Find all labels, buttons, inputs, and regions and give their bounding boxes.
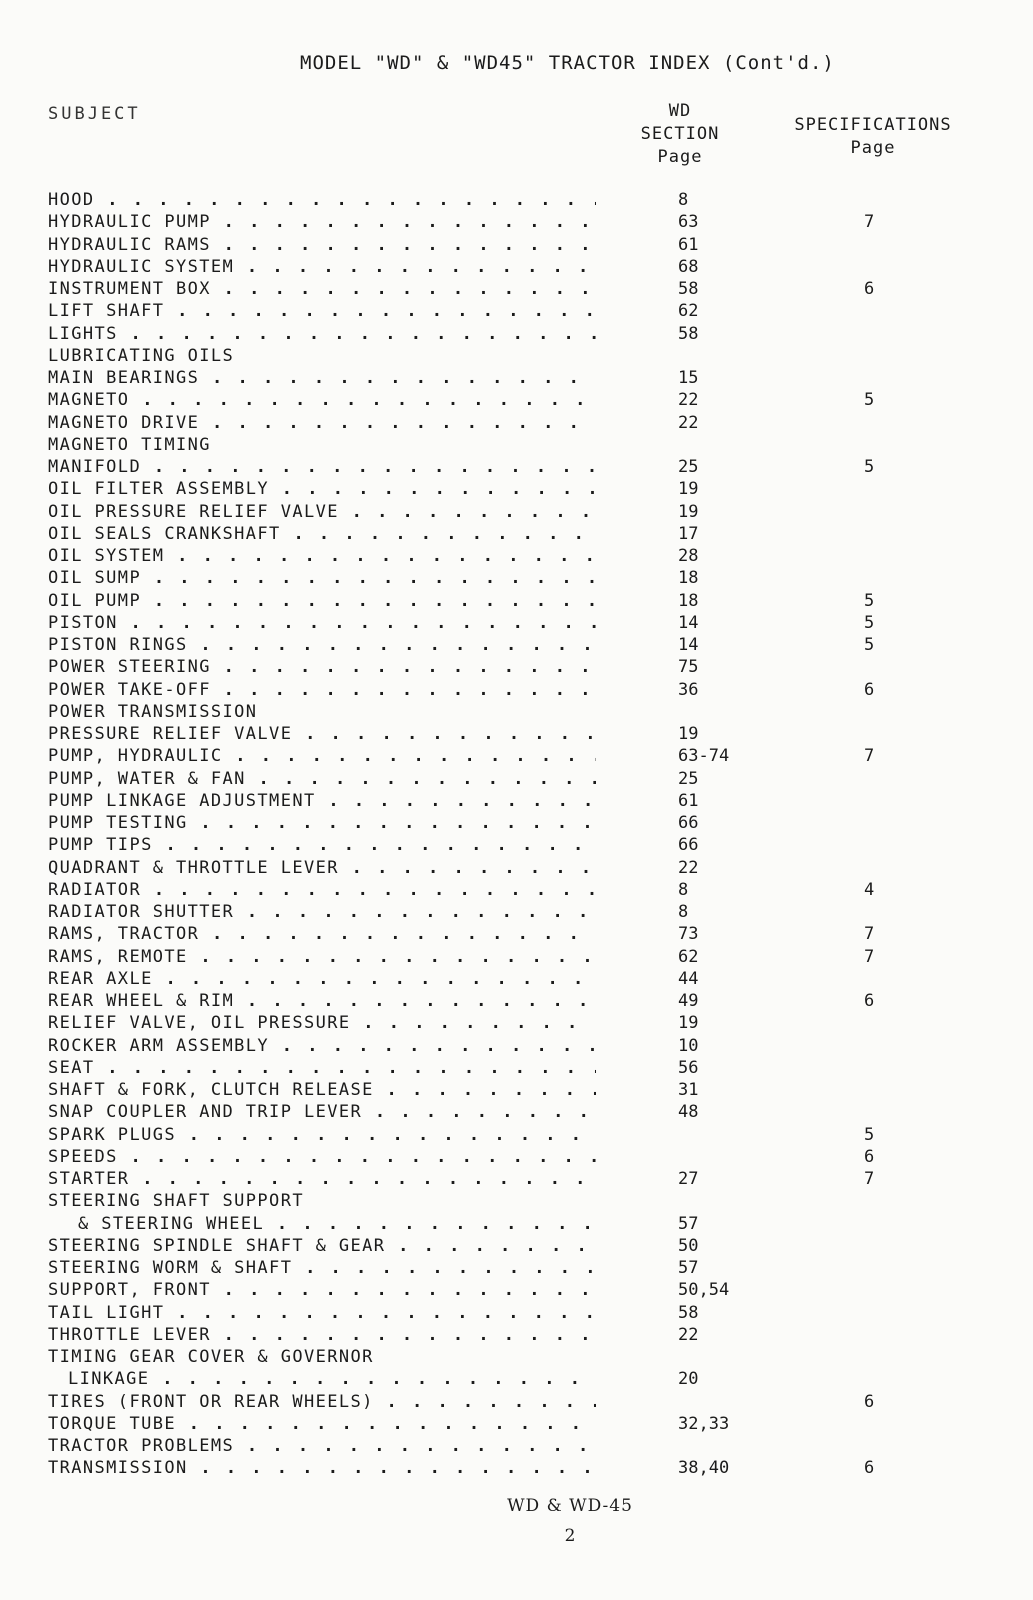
entry-subject: STARTER . . . — [48, 1168, 596, 1190]
spec-header-line1: SPECIFICATIONS — [794, 115, 952, 135]
entry-subject: REAR AXLE . . . — [48, 968, 596, 990]
entry-subject: PUMP, HYDRAULIC . . . — [48, 745, 596, 767]
index-row — [0, 968, 1033, 990]
entry-subject: TIRES (FRONT OR REAR WHEELS) . . . — [48, 1391, 596, 1413]
entry-subject: HYDRAULIC PUMP . . . — [48, 211, 596, 233]
entry-spec-page: 7 — [864, 924, 875, 945]
specifications-column-header — [768, 114, 978, 160]
entry-subject: TRANSMISSION . . . — [48, 1457, 596, 1479]
entry-subject: OIL SUMP . . . — [48, 567, 596, 589]
entry-wd-page: 19 — [678, 724, 699, 744]
entry-subject: OIL SEALS CRANKSHAFT . . . — [48, 523, 596, 545]
entry-wd-page: 66 — [678, 813, 699, 833]
index-row — [0, 256, 1033, 278]
index-row — [0, 679, 1033, 701]
entry-subject: ROCKER ARM ASSEMBLY . . . — [48, 1035, 596, 1057]
index-row — [0, 990, 1033, 1012]
wd-section-column-header — [620, 100, 740, 169]
index-row — [0, 946, 1033, 968]
entry-wd-page: 58 — [678, 323, 699, 344]
entry-subject: STEERING SPINDLE SHAFT & GEAR . . . — [48, 1235, 596, 1257]
index-row — [0, 1346, 1033, 1368]
entry-subject: LIFT SHAFT . . . — [48, 300, 596, 322]
index-row — [0, 923, 1033, 945]
entry-wd-page: 17 — [678, 523, 699, 544]
entry-subject: SPARK PLUGS . . . — [48, 1124, 596, 1146]
index-row — [0, 545, 1033, 567]
entry-subject: OIL FILTER ASSEMBLY . . . — [48, 478, 596, 500]
entry-subject: LIGHTS . . . — [48, 323, 596, 345]
entry-subject: SEAT . . . — [48, 1057, 596, 1079]
entry-subject: HYDRAULIC RAMS . . . — [48, 234, 596, 256]
entry-wd-page: 57 — [678, 1213, 699, 1234]
entry-spec-page: 7 — [864, 946, 875, 967]
index-row — [0, 634, 1033, 656]
entry-wd-page: 31 — [678, 1080, 699, 1100]
index-row — [0, 234, 1033, 256]
entry-spec-page: 5 — [864, 590, 875, 611]
entry-subject: THROTTLE LEVER . . . — [48, 1324, 596, 1346]
index-row — [0, 745, 1033, 767]
entry-subject: LINKAGE . . . — [68, 1368, 596, 1390]
index-row — [0, 1235, 1033, 1257]
entry-subject: & STEERING WHEEL . . . — [78, 1213, 596, 1235]
entry-spec-page: 5 — [864, 457, 875, 477]
index-row — [0, 834, 1033, 856]
index-row — [0, 434, 1033, 456]
entry-wd-page: 75 — [678, 657, 699, 678]
page-title: MODEL "WD" & "WD45" TRACTOR INDEX (Cont'd.) — [300, 52, 835, 74]
entry-wd-page: 58 — [678, 279, 699, 299]
entry-spec-page: 5 — [864, 612, 875, 633]
index-row — [0, 389, 1033, 411]
entry-wd-page: 62 — [678, 946, 699, 967]
entry-subject: PRESSURE RELIEF VALVE . . . — [48, 723, 596, 745]
page-number: 2 — [564, 1526, 576, 1546]
entry-subject: INSTRUMENT BOX . . . — [48, 278, 596, 300]
index-row — [0, 278, 1033, 300]
entry-wd-page: 62 — [678, 301, 699, 322]
entry-subject: RADIATOR SHUTTER . . . — [48, 901, 596, 923]
index-row — [0, 456, 1033, 478]
entry-subject: SUPPORT, FRONT . . . — [48, 1279, 596, 1301]
entry-wd-page: 18 — [678, 590, 699, 611]
index-row — [0, 1279, 1033, 1301]
entry-wd-page: 25 — [678, 768, 699, 789]
wd-header-line1: WD — [668, 101, 692, 121]
entry-subject: STEERING SHAFT SUPPORT — [48, 1191, 304, 1212]
index-row — [0, 1457, 1033, 1479]
entry-wd-page: 19 — [678, 479, 699, 500]
index-row — [0, 1257, 1033, 1279]
entry-wd-page: 63-74 — [678, 746, 730, 767]
entry-wd-page: 66 — [678, 835, 699, 856]
entry-wd-page: 61 — [678, 790, 699, 811]
entry-subject: RAMS, REMOTE . . . — [48, 946, 596, 968]
entry-wd-page: 32,33 — [678, 1413, 730, 1434]
entry-wd-page: 8 — [678, 902, 689, 922]
index-row — [0, 478, 1033, 500]
index-row — [0, 1146, 1033, 1168]
index-row — [0, 323, 1033, 345]
entry-wd-page: 8 — [678, 190, 689, 210]
index-row — [0, 1124, 1033, 1146]
entry-subject: PUMP TIPS . . . — [48, 834, 596, 856]
entry-spec-page: 6 — [864, 279, 875, 299]
index-row — [0, 701, 1033, 723]
index-row — [0, 1413, 1033, 1435]
entry-subject: PISTON . . . — [48, 612, 596, 634]
index-row — [0, 901, 1033, 923]
index-row — [0, 501, 1033, 523]
index-row — [0, 523, 1033, 545]
entry-spec-page: 7 — [864, 1169, 875, 1189]
index-row — [0, 768, 1033, 790]
entry-subject: REAR WHEEL & RIM . . . — [48, 990, 596, 1012]
entry-subject: RELIEF VALVE, OIL PRESSURE . . . — [48, 1012, 596, 1034]
entry-spec-page: 7 — [864, 746, 875, 767]
entry-subject: PUMP LINKAGE ADJUSTMENT . . . — [48, 790, 596, 812]
entry-wd-page: 15 — [678, 368, 699, 388]
wd-header-line2: SECTION — [640, 124, 720, 144]
entry-subject: OIL PRESSURE RELIEF VALVE . . . — [48, 501, 596, 523]
entry-subject: TRACTOR PROBLEMS . . . — [48, 1435, 596, 1457]
entry-wd-page: 57 — [678, 1258, 699, 1278]
index-row — [0, 300, 1033, 322]
index-row — [0, 1213, 1033, 1235]
entry-subject: RADIATOR . . . — [48, 879, 596, 901]
index-row — [0, 857, 1033, 879]
entry-subject: SHAFT & FORK, CLUTCH RELEASE . . . — [48, 1079, 596, 1101]
index-row — [0, 790, 1033, 812]
index-row — [0, 1324, 1033, 1346]
entry-wd-page: 14 — [678, 612, 699, 633]
entry-wd-page: 28 — [678, 546, 699, 566]
index-row — [0, 189, 1033, 211]
index-row — [0, 567, 1033, 589]
index-row — [0, 879, 1033, 901]
entry-spec-page: 6 — [864, 1458, 875, 1479]
entry-subject: TIMING GEAR COVER & GOVERNOR — [48, 1347, 374, 1367]
entry-subject: SNAP COUPLER AND TRIP LEVER . . . — [48, 1101, 596, 1123]
index-row — [0, 1168, 1033, 1190]
entry-subject: RAMS, TRACTOR . . . — [48, 923, 596, 945]
index-row — [0, 211, 1033, 233]
entry-subject: STEERING WORM & SHAFT . . . — [48, 1257, 596, 1279]
entry-wd-page: 49 — [678, 991, 699, 1011]
entry-wd-page: 48 — [678, 1102, 699, 1123]
entry-subject: PUMP TESTING . . . — [48, 812, 596, 834]
entry-spec-page: 4 — [864, 879, 875, 900]
index-row — [0, 367, 1033, 389]
entry-wd-page: 56 — [678, 1057, 699, 1078]
entry-wd-page: 14 — [678, 635, 699, 655]
entry-subject: HOOD . . . — [48, 189, 596, 211]
entry-subject: POWER STEERING . . . — [48, 656, 596, 678]
entry-subject: MAGNETO . . . — [48, 389, 596, 411]
entry-subject: MAGNETO TIMING — [48, 434, 211, 455]
index-row — [0, 812, 1033, 834]
index-row — [0, 1435, 1033, 1457]
entry-subject: TORQUE TUBE . . . — [48, 1413, 596, 1435]
entry-subject: SPEEDS . . . — [48, 1146, 596, 1168]
index-row — [0, 1079, 1033, 1101]
entry-subject: HYDRAULIC SYSTEM . . . — [48, 256, 596, 278]
entry-subject: MAIN BEARINGS . . . — [48, 367, 596, 389]
entry-wd-page: 18 — [678, 568, 699, 589]
entry-wd-page: 27 — [678, 1169, 699, 1189]
entry-wd-page: 61 — [678, 234, 699, 255]
entry-wd-page: 19 — [678, 1013, 699, 1034]
index-row — [0, 412, 1033, 434]
wd-header-line3: Page — [657, 147, 703, 167]
entry-wd-page: 8 — [678, 879, 689, 900]
index-row — [0, 1391, 1033, 1413]
index-row — [0, 612, 1033, 634]
entry-spec-page: 6 — [864, 1146, 875, 1167]
entry-wd-page: 36 — [678, 679, 699, 700]
index-row — [0, 1302, 1033, 1324]
entry-wd-page: 50,54 — [678, 1280, 730, 1301]
page-footer: WD & WD-45 — [507, 1496, 633, 1516]
entry-spec-page: 7 — [864, 212, 875, 233]
entry-spec-page: 5 — [864, 1124, 875, 1145]
index-entries — [0, 189, 1033, 1480]
entry-spec-page: 5 — [864, 635, 875, 655]
index-row — [0, 1190, 1033, 1212]
index-row — [0, 1101, 1033, 1123]
entry-wd-page: 22 — [678, 412, 699, 433]
entry-spec-page: 6 — [864, 679, 875, 700]
entry-wd-page: 19 — [678, 501, 699, 522]
entry-subject: POWER TAKE-OFF . . . — [48, 679, 596, 701]
entry-subject: QUADRANT & THROTTLE LEVER . . . — [48, 857, 596, 879]
entry-wd-page: 68 — [678, 256, 699, 277]
entry-wd-page: 20 — [678, 1369, 699, 1390]
entry-wd-page: 22 — [678, 390, 699, 411]
entry-subject: POWER TRANSMISSION — [48, 701, 258, 722]
entry-subject: PUMP, WATER & FAN . . . — [48, 768, 596, 790]
entry-wd-page: 38,40 — [678, 1458, 730, 1479]
entry-wd-page: 25 — [678, 457, 699, 477]
entry-wd-page: 22 — [678, 857, 699, 878]
entry-wd-page: 22 — [678, 1324, 699, 1345]
subject-column-header: SUBJECT — [48, 104, 141, 124]
index-row — [0, 1035, 1033, 1057]
entry-wd-page: 63 — [678, 212, 699, 233]
entry-wd-page: 50 — [678, 1235, 699, 1256]
entry-subject: OIL SYSTEM . . . — [48, 545, 596, 567]
entry-wd-page: 44 — [678, 968, 699, 989]
entry-subject: PISTON RINGS . . . — [48, 634, 596, 656]
index-row — [0, 1057, 1033, 1079]
entry-subject: OIL PUMP . . . — [48, 590, 596, 612]
index-row — [0, 656, 1033, 678]
entry-spec-page: 6 — [864, 1391, 875, 1412]
index-row — [0, 590, 1033, 612]
entry-subject: MANIFOLD . . . — [48, 456, 596, 478]
index-row — [0, 1012, 1033, 1034]
entry-spec-page: 5 — [864, 390, 875, 411]
index-row — [0, 345, 1033, 367]
entry-subject: TAIL LIGHT . . . — [48, 1302, 596, 1324]
entry-wd-page: 10 — [678, 1035, 699, 1056]
entry-wd-page: 73 — [678, 924, 699, 945]
index-row — [0, 723, 1033, 745]
entry-subject: LUBRICATING OILS — [48, 345, 235, 366]
entry-spec-page: 6 — [864, 991, 875, 1011]
entry-subject: MAGNETO DRIVE . . . — [48, 412, 596, 434]
index-row — [0, 1368, 1033, 1390]
spec-header-line2: Page — [850, 138, 896, 158]
entry-wd-page: 58 — [678, 1302, 699, 1323]
